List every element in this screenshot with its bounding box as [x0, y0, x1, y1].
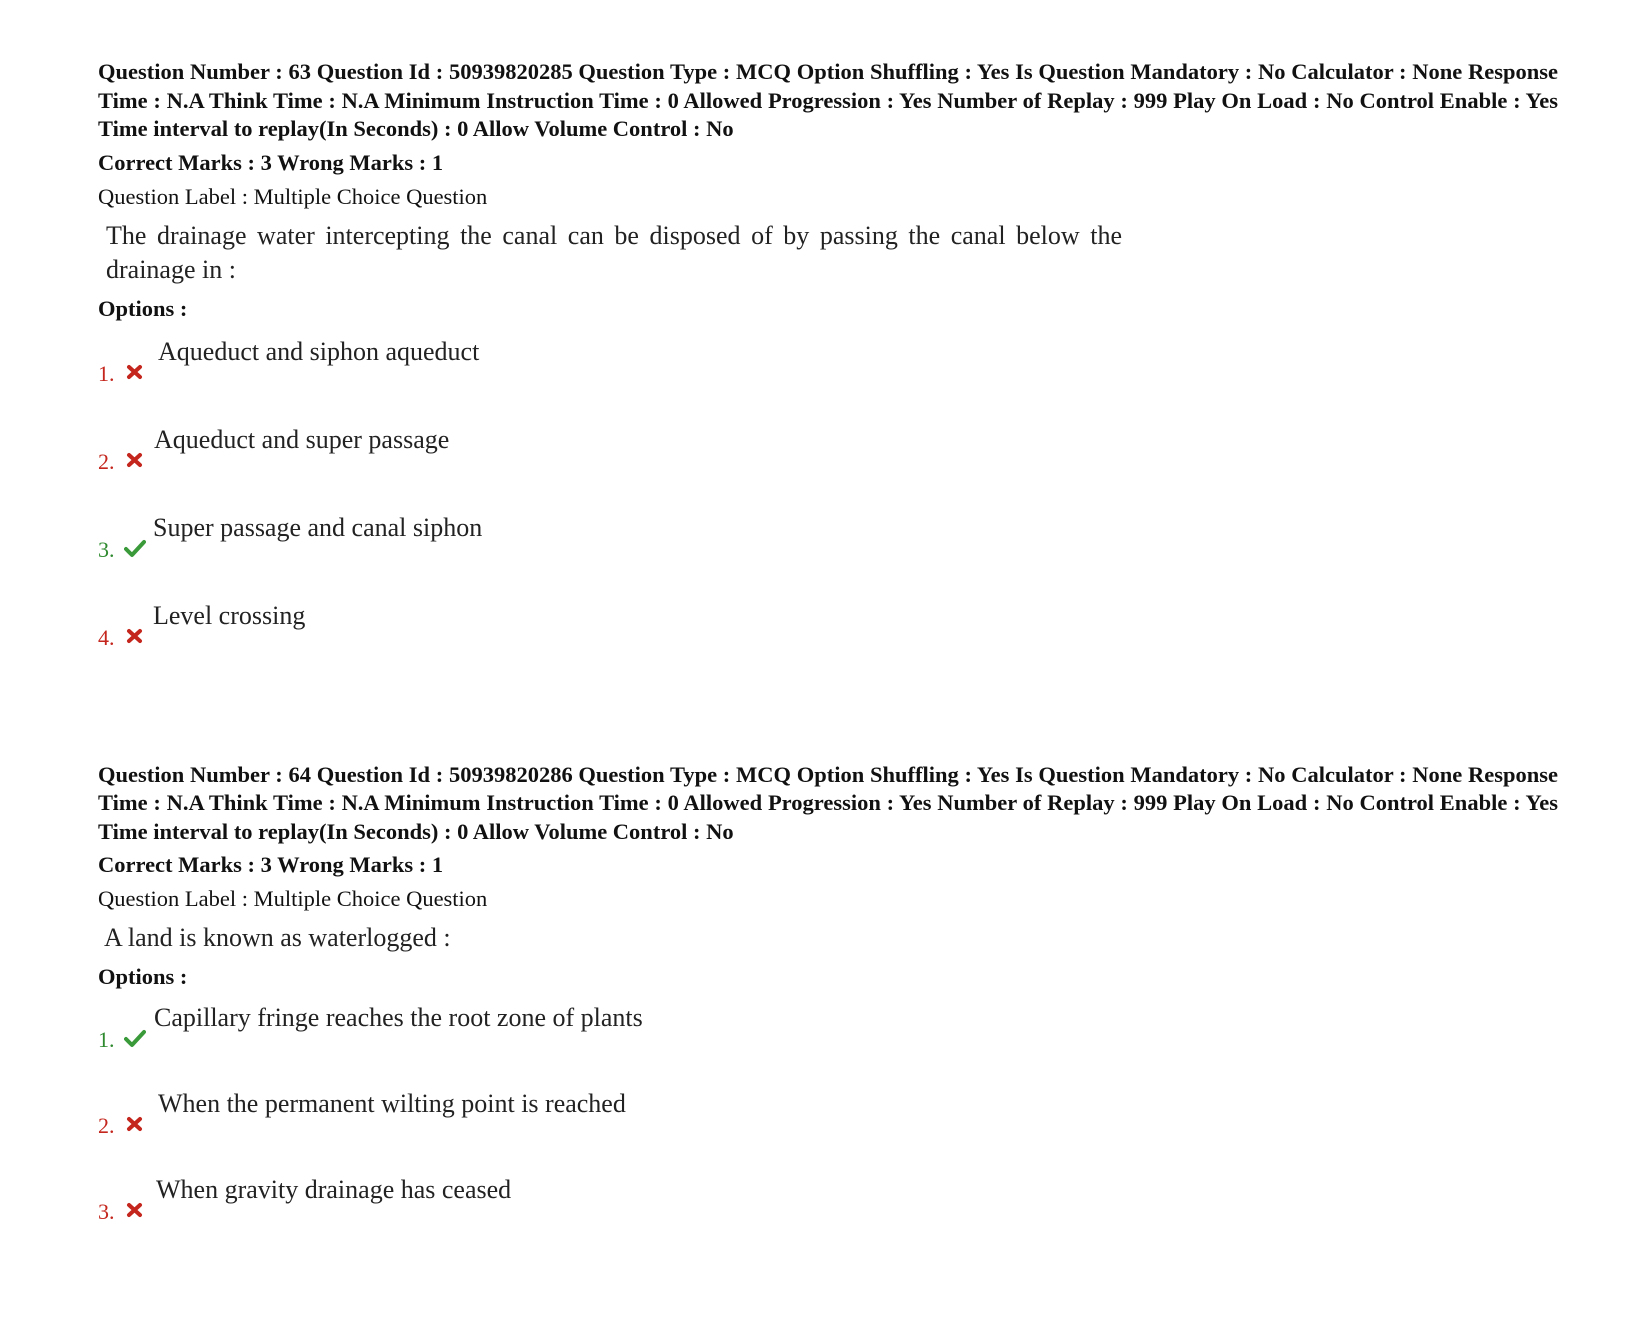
option-text: When the permanent wilting point is reached	[158, 1089, 626, 1118]
cross-icon	[124, 449, 146, 471]
option-item	[98, 425, 1558, 513]
check-icon	[124, 1027, 146, 1049]
option-text: Aqueduct and siphon aqueduct	[158, 336, 480, 366]
option-item	[98, 513, 1558, 601]
option-text: Super passage and canal siphon	[153, 512, 483, 542]
option-item	[98, 601, 1558, 689]
question-block	[98, 58, 1558, 689]
check-icon	[124, 537, 146, 559]
option-number: 2.	[98, 448, 115, 474]
document-page	[98, 58, 1558, 1333]
option-item	[98, 1003, 1558, 1089]
option-number: 2.	[98, 1113, 115, 1138]
option-item	[98, 1089, 1558, 1175]
options-title: Options :	[98, 295, 188, 321]
option-item	[98, 1175, 1558, 1261]
cross-icon	[124, 1113, 146, 1135]
question-meta: Question Number : 63 Question Id : 50939820285 Question Type : MCQ Option Shuffling : Yes Is Question Mandatory : No Calculator : None Response Time : N.A Think Time : N.A Minimum Instruction Time : 0 Allowed Progression : Yes Number of Replay : 999 Play On Load : No Control Enable : Yes Time interval to replay(In Seconds) : 0 Allow Volume Control : No	[98, 59, 1558, 141]
question-marks: Correct Marks : 3 Wrong Marks : 1	[98, 149, 444, 175]
options-title: Options :	[98, 964, 188, 989]
option-number: 3.	[98, 1199, 115, 1224]
option-text: When gravity drainage has ceased	[156, 1175, 512, 1204]
question-block	[98, 761, 1558, 1262]
cross-icon	[124, 625, 146, 647]
question-text: The drainage water intercepting the canal can be disposed of by passing the canal below the drainage in :	[106, 220, 1122, 284]
option-item	[98, 337, 1558, 425]
option-text: Aqueduct and super passage	[154, 424, 450, 454]
cross-icon	[124, 361, 146, 383]
option-text: Capillary fringe reaches the root zone of plants	[154, 1003, 643, 1032]
option-number: 1.	[98, 1027, 115, 1052]
question-marks: Correct Marks : 3 Wrong Marks : 1	[98, 852, 444, 877]
option-number: 3.	[98, 536, 115, 562]
question-label: Question Label : Multiple Choice Question	[98, 183, 488, 209]
cross-icon	[124, 1199, 146, 1221]
option-text: Level crossing	[153, 600, 306, 630]
question-meta: Question Number : 64 Question Id : 50939820286 Question Type : MCQ Option Shuffling : Yes Is Question Mandatory : No Calculator : None Response Time : N.A Think Time : N.A Minimum Instruction Time : 0 Allowed Progression : Yes Number of Replay : 999 Play On Load : No Control Enable : Yes Time interval to replay(In Seconds) : 0 Allow Volume Control : No	[98, 761, 1558, 844]
question-text: A land is known as waterlogged :	[104, 923, 451, 952]
question-label: Question Label : Multiple Choice Question	[98, 886, 488, 911]
option-number: 4.	[98, 624, 115, 650]
option-number: 1.	[98, 360, 115, 386]
